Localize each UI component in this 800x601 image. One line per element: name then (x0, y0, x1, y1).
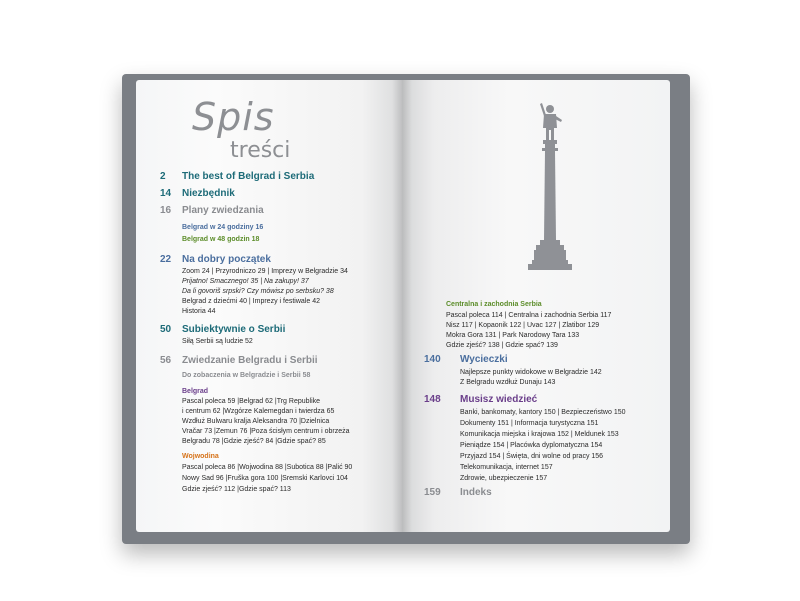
entry-title: Indeks (460, 487, 492, 498)
toc-line: Gdzie zjeść? 138 | Gdzie spać? 139 (446, 342, 558, 349)
toc-line: Mokra Gora 131 | Park Narodowy Tara 133 (446, 332, 580, 339)
toc-subheading: Do zobaczenia w Belgradzie i Serbii 58 (182, 372, 311, 379)
toc-line: Belgradu 78 |Gdzie zjeść? 84 |Gdzie spać? 85 (182, 438, 326, 445)
toc-line: Nisz 117 | Kopaonik 122 | Uvac 127 | Zlatibor 129 (446, 322, 600, 329)
region-heading-central: Centralna i zachodnia Serbia (446, 301, 542, 308)
entry-number: 56 (160, 355, 172, 366)
entry-number: 148 (424, 394, 441, 405)
toc-line: Historia 44 (182, 308, 216, 315)
region-heading-wojwodina: Wojwodina (182, 453, 219, 460)
toc-line: Wzdłuż Bulwaru kralja Aleksandra 70 |Dzielnica (182, 418, 330, 425)
toc-line: Z Belgradu wzdłuż Dunaju 143 (460, 379, 556, 386)
toc-line: Da li govoriš srpski? Czy mówisz po serbsku? 38 (182, 288, 334, 295)
title-spis: Spis (192, 95, 275, 139)
toc-line: Zoom 24 | Przyrodniczo 29 | Imprezy w Belgradzie 34 (182, 268, 348, 275)
toc-line: Siłą Serbii są ludzie 52 (182, 338, 253, 345)
entry-title: Niezbędnik (182, 188, 235, 199)
toc-line: Vračar 73 |Zemun 76 |Poza ścisłym centrum i obrzeża (182, 428, 350, 435)
entry-title: The best of Belgrad i Serbia (182, 171, 315, 182)
toc-line: Komunikacja miejska i krajowa 152 | Meldunek 153 (460, 431, 619, 438)
entry-number: 159 (424, 487, 441, 498)
toc-line: Prijatno! Smacznego! 35 | Na zakupy! 37 (182, 278, 309, 285)
toc-line: Pascal poleca 86 |Wojwodina 88 |Subotica 88 |Palić 90 (182, 464, 353, 471)
entry-title: Zwiedzanie Belgradu i Serbii (182, 355, 318, 366)
entry-number: 16 (160, 205, 172, 216)
entry-number: 22 (160, 254, 172, 265)
book-spine (392, 80, 412, 532)
toc-line: Telekomunikacja, internet 157 (460, 464, 553, 471)
victor-monument-icon (510, 100, 590, 280)
entry-title: Wycieczki (460, 354, 508, 365)
toc-line: Dokumenty 151 | Informacja turystyczna 151 (460, 420, 599, 427)
toc-line: Nowy Sad 96 |Fruška gora 100 |Sremski Karlovci 104 (182, 475, 348, 482)
toc-line: Przyjazd 154 | Święta, dni wolne od pracy 156 (460, 453, 604, 460)
entry-title: Plany zwiedzania (182, 205, 264, 216)
toc-line: Zdrowie, ubezpieczenie 157 (460, 475, 548, 482)
toc-line: i centrum 62 |Wzgórze Kalemegdan i twierdza 65 (182, 408, 335, 415)
region-heading-belgrad: Belgrad (182, 388, 209, 395)
plan-24h: Belgrad w 24 godziny 16 (182, 224, 264, 231)
toc-line: Pascal poleca 59 |Belgrad 62 |Trg Republike (182, 398, 321, 405)
toc-line: Belgrad z dziećmi 40 | Imprezy i festiwale 42 (182, 298, 320, 305)
toc-line: Gdzie zjeść? 112 |Gdzie spać? 113 (182, 486, 291, 493)
entry-number: 140 (424, 354, 441, 365)
entry-title: Subiektywnie o Serbii (182, 324, 286, 335)
title-tresci: treści (230, 138, 291, 163)
toc-line: Pieniądze 154 | Placówka dyplomatyczna 154 (460, 442, 603, 449)
toc-line: Najlepsze punkty widokowe w Belgradzie 142 (460, 369, 602, 376)
entry-title: Na dobry początek (182, 254, 271, 265)
entry-number: 2 (160, 171, 166, 182)
plan-48h: Belgrad w 48 godzin 18 (182, 236, 260, 243)
entry-title: Musisz wiedzieć (460, 394, 538, 405)
toc-line: Pascal poleca 114 | Centralna i zachodnia Serbia 117 (446, 312, 612, 319)
entry-number: 50 (160, 324, 172, 335)
entry-number: 14 (160, 188, 172, 199)
toc-line: Banki, bankomaty, kantory 150 | Bezpieczeństwo 150 (460, 409, 626, 416)
